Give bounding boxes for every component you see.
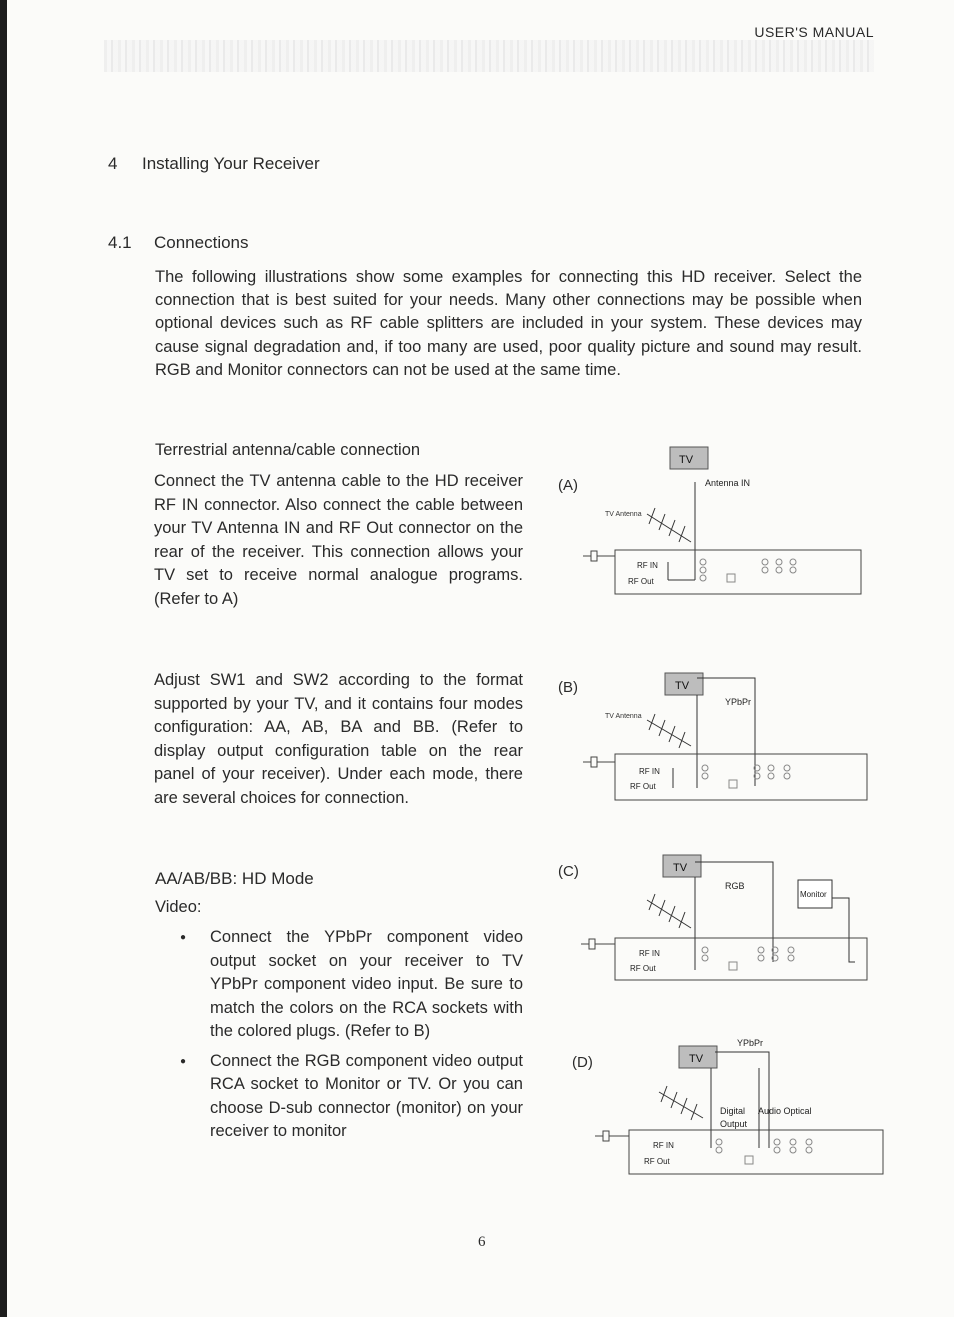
header-band — [104, 40, 874, 72]
tv-antenna-label: TV Antenna — [605, 713, 642, 720]
bullet-text: Connect the YPbPr component video output socket on your receiver to TV YPbPr component video input. Be sure to match the colors on the RCA sockets with the colored plugs. (Refer to B) — [210, 928, 523, 1040]
antenna-icon — [647, 894, 691, 928]
running-header: USER'S MANUAL — [754, 24, 874, 40]
rca-sockets-icon — [716, 1139, 812, 1164]
rf-out-label: RF Out — [630, 782, 656, 791]
section-number: 4 — [108, 154, 118, 173]
intro-paragraph: The following illustrations show some examples for connecting this HD receiver. Select the connection that is best suited for your needs. Many other connections may be possible when optional devices such as RF cable splitters are included in your system. These devices may cause signal degradation and, if too many are used, poor quality picture and sound may result. RGB and Monitor connectors can not be used at the same time. — [155, 268, 862, 379]
rf-out-label: RF Out — [630, 964, 656, 973]
tv-label: TV — [675, 680, 690, 692]
adjust-text: Adjust SW1 and SW2 according to the format supported by your TV, and it contains four modes configuration: AA, AB, BA and BB. (Refer to display output configuration table on the rear panel of your receiver). Under each mode, there are several choices for connection. — [154, 671, 523, 807]
digital-label: Digital — [720, 1106, 746, 1116]
diagram-a-label: (A) — [558, 477, 578, 494]
diagram-d — [555, 1030, 885, 1180]
diagram-a — [555, 442, 875, 602]
diagram-b-label: (B) — [558, 679, 578, 696]
rgb-label: RGB — [725, 881, 745, 891]
tv-label: TV — [673, 862, 688, 874]
bullet-icon: ● — [180, 1055, 187, 1067]
tv-label: TV — [679, 454, 694, 466]
receiver-rear-panel — [615, 550, 861, 594]
cable-icon — [595, 1131, 629, 1141]
monitor-label: Monitor — [800, 890, 827, 899]
receiver-rear-panel — [629, 1130, 883, 1174]
cable-icon — [583, 551, 615, 561]
tv-label: TV — [689, 1053, 704, 1065]
rf-out-label: RF Out — [628, 577, 654, 586]
receiver-rear-panel — [615, 938, 867, 980]
rca-sockets-icon — [700, 559, 796, 582]
diagram-b — [555, 668, 875, 808]
rf-out-label: RF Out — [644, 1157, 670, 1166]
rf-in-label: RF IN — [639, 767, 660, 776]
terrestrial-text: Connect the TV antenna cable to the HD receiver RF IN connector. Also connect the cable between your TV Antenna IN and RF Out connector on the rear of the receiver. This connection allows your TV set to receive normal analogue programs. (Refer to A) — [154, 472, 523, 608]
subsection-number: 4.1 — [108, 233, 132, 252]
list-item — [180, 926, 523, 1044]
rf-in-label: RF IN — [637, 561, 658, 570]
antenna-icon — [659, 1086, 703, 1120]
receiver-rear-panel — [615, 754, 867, 800]
subsection-title: Connections — [154, 233, 249, 252]
section-title: Installing Your Receiver — [142, 154, 320, 173]
monitor-cable — [832, 898, 855, 962]
audio-optical-label: Audio Optical — [758, 1106, 812, 1116]
antenna-icon — [647, 714, 691, 748]
terrestrial-heading: Terrestrial antenna/cable connection — [155, 441, 421, 459]
ypbpr-label: YPbPr — [737, 1038, 764, 1048]
rca-sockets-icon — [702, 765, 790, 788]
list-item — [180, 1050, 523, 1144]
section-heading — [108, 154, 320, 174]
cable-icon — [581, 939, 615, 949]
antenna-in-label: Antenna IN — [705, 478, 751, 488]
video-label: Video: — [155, 898, 202, 916]
page-number: 6 — [478, 1234, 486, 1250]
video-bullet-list — [180, 926, 523, 1150]
bullet-icon: ● — [180, 932, 187, 943]
scan-edge — [0, 0, 7, 1317]
ypbpr-cable — [697, 678, 755, 786]
output-label: Output — [720, 1119, 748, 1129]
rf-in-label: RF IN — [639, 949, 660, 958]
tv-antenna-label: TV Antenna — [605, 511, 642, 518]
hd-mode-heading: AA/AB/BB: HD Mode — [155, 869, 314, 888]
rca-sockets-icon — [702, 947, 794, 970]
bullet-text: Connect the RGB component video output RCA socket to Monitor or TV. Or you can choose D-sub connector (monitor) on your receiver to monitor — [210, 1051, 523, 1140]
diagram-d-label: (D) — [572, 1054, 593, 1071]
diagram-c — [555, 850, 875, 990]
ypbpr-cable — [715, 1052, 769, 1148]
rf-in-label: RF IN — [653, 1141, 674, 1150]
diagram-c-label: (C) — [558, 863, 579, 880]
cable-icon — [583, 757, 615, 767]
subsection-heading — [108, 233, 249, 253]
ypbpr-label: YPbPr — [725, 697, 752, 707]
antenna-icon — [647, 508, 691, 542]
